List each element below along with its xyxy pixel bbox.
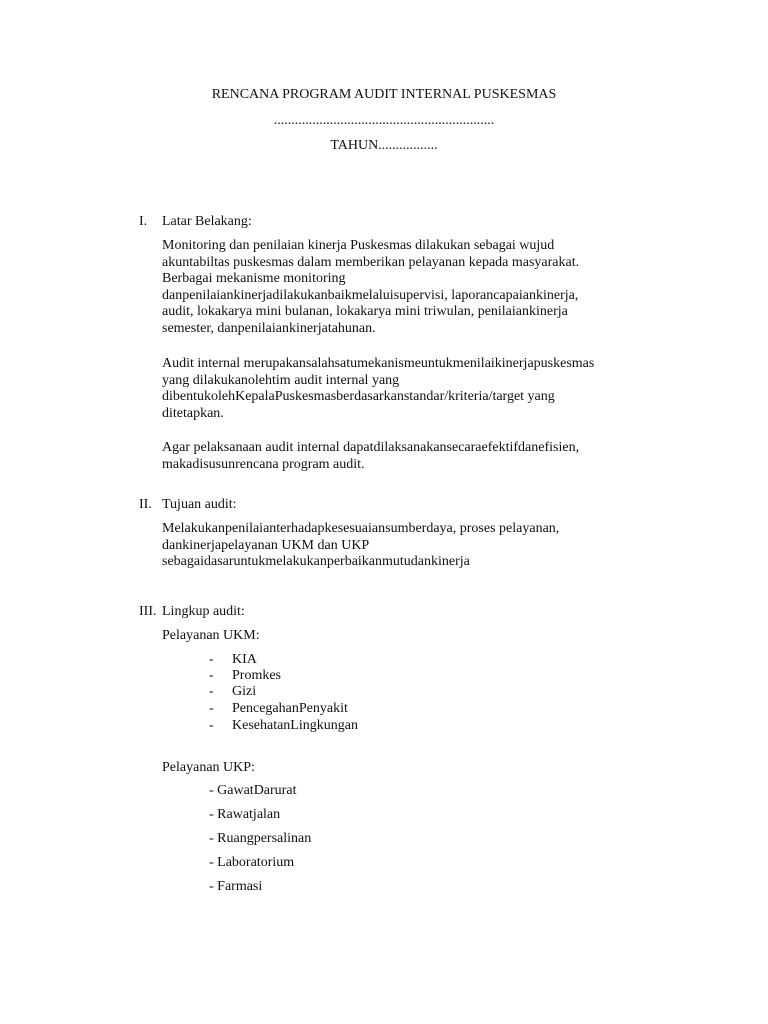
ukp-item: - Ruangpersalinan xyxy=(209,831,312,846)
ukp-item: - Farmasi xyxy=(209,879,263,894)
ukp-item: - GawatDarurat xyxy=(209,783,297,798)
section-1-heading: Latar Belakang: xyxy=(162,214,252,229)
text-line: akuntabiltas puskesmas dalam memberikan pelayanan kepada masyarakat. xyxy=(162,254,580,270)
text-line: yang dilakukanolehtim audit internal yang xyxy=(162,372,400,388)
section-1-paragraph-2 xyxy=(162,356,662,422)
ukm-item: Gizi xyxy=(232,684,257,699)
ukp-item: - Rawatjalan xyxy=(209,807,281,822)
text-line: Melakukanpenilaianterhadapkesesuaiansumberdaya, proses pelayanan, xyxy=(162,521,560,536)
text-line: sebagaidasaruntukmelakukanperbaikanmutudankinerja xyxy=(162,554,470,569)
text-line: dibentukolehKepalaPuskesmasberdasarkanstandar/kriteria/target yang xyxy=(162,389,555,404)
section-3-heading: Lingkup audit: xyxy=(162,604,245,619)
ukm-item: Promkes xyxy=(232,668,281,683)
list-bullet: - xyxy=(209,652,214,667)
section-2-number: II. xyxy=(139,497,152,512)
text-line: Berbagai mekanisme monitoring xyxy=(162,271,346,286)
list-bullet: - xyxy=(209,668,214,683)
ukp-item: - Laboratorium xyxy=(209,855,295,870)
puskesmas-name-placeholder: ............................................................... xyxy=(273,113,495,128)
document-title: RENCANA PROGRAM AUDIT INTERNAL PUSKESMAS xyxy=(211,87,557,102)
text-line: Monitoring dan penilaian kinerja Puskesmas dilakukan sebagai wujud xyxy=(162,238,555,253)
text-line: Audit internal merupakansalahsatumekanismeuntukmenilaikinerjapuskesmas xyxy=(162,356,595,371)
text-line: danpenilaiankinerjadilakukanbaikmelaluisupervisi, laporancapaiankinerja, xyxy=(162,287,579,303)
list-bullet: - xyxy=(209,718,214,733)
text-line: audit, lokakarya mini bulanan, lokakarya mini triwulan, penilaiankinerja xyxy=(162,304,568,319)
ukp-label: Pelayanan UKP: xyxy=(162,760,255,775)
list-bullet: - xyxy=(209,701,214,716)
section-2-body xyxy=(162,521,662,571)
list-bullet: - xyxy=(209,684,214,699)
text-line: ditetapkan. xyxy=(162,405,224,421)
text-line: Agar pelaksanaan audit internal dapatdilaksanakansecaraefektifdanefisien, xyxy=(162,440,580,455)
text-line: makadisusunrencana program audit. xyxy=(162,456,365,472)
text-line: dankinerjapelayanan UKM dan UKP xyxy=(162,537,370,553)
section-1-number: I. xyxy=(139,214,148,229)
section-3-number: III. xyxy=(139,604,157,619)
ukm-item: KesehatanLingkungan xyxy=(232,718,358,733)
ukm-item: PencegahanPenyakit xyxy=(232,701,348,716)
section-2-heading: Tujuan audit: xyxy=(162,497,237,512)
section-1-paragraph-1 xyxy=(162,238,662,337)
ukm-item: KIA xyxy=(232,652,257,667)
ukm-label: Pelayanan UKM: xyxy=(162,628,260,643)
text-line: semester, danpenilaiankinerjatahunan. xyxy=(162,320,376,336)
year-placeholder: TAHUN................. xyxy=(330,138,438,153)
section-1-paragraph-3 xyxy=(162,440,662,473)
